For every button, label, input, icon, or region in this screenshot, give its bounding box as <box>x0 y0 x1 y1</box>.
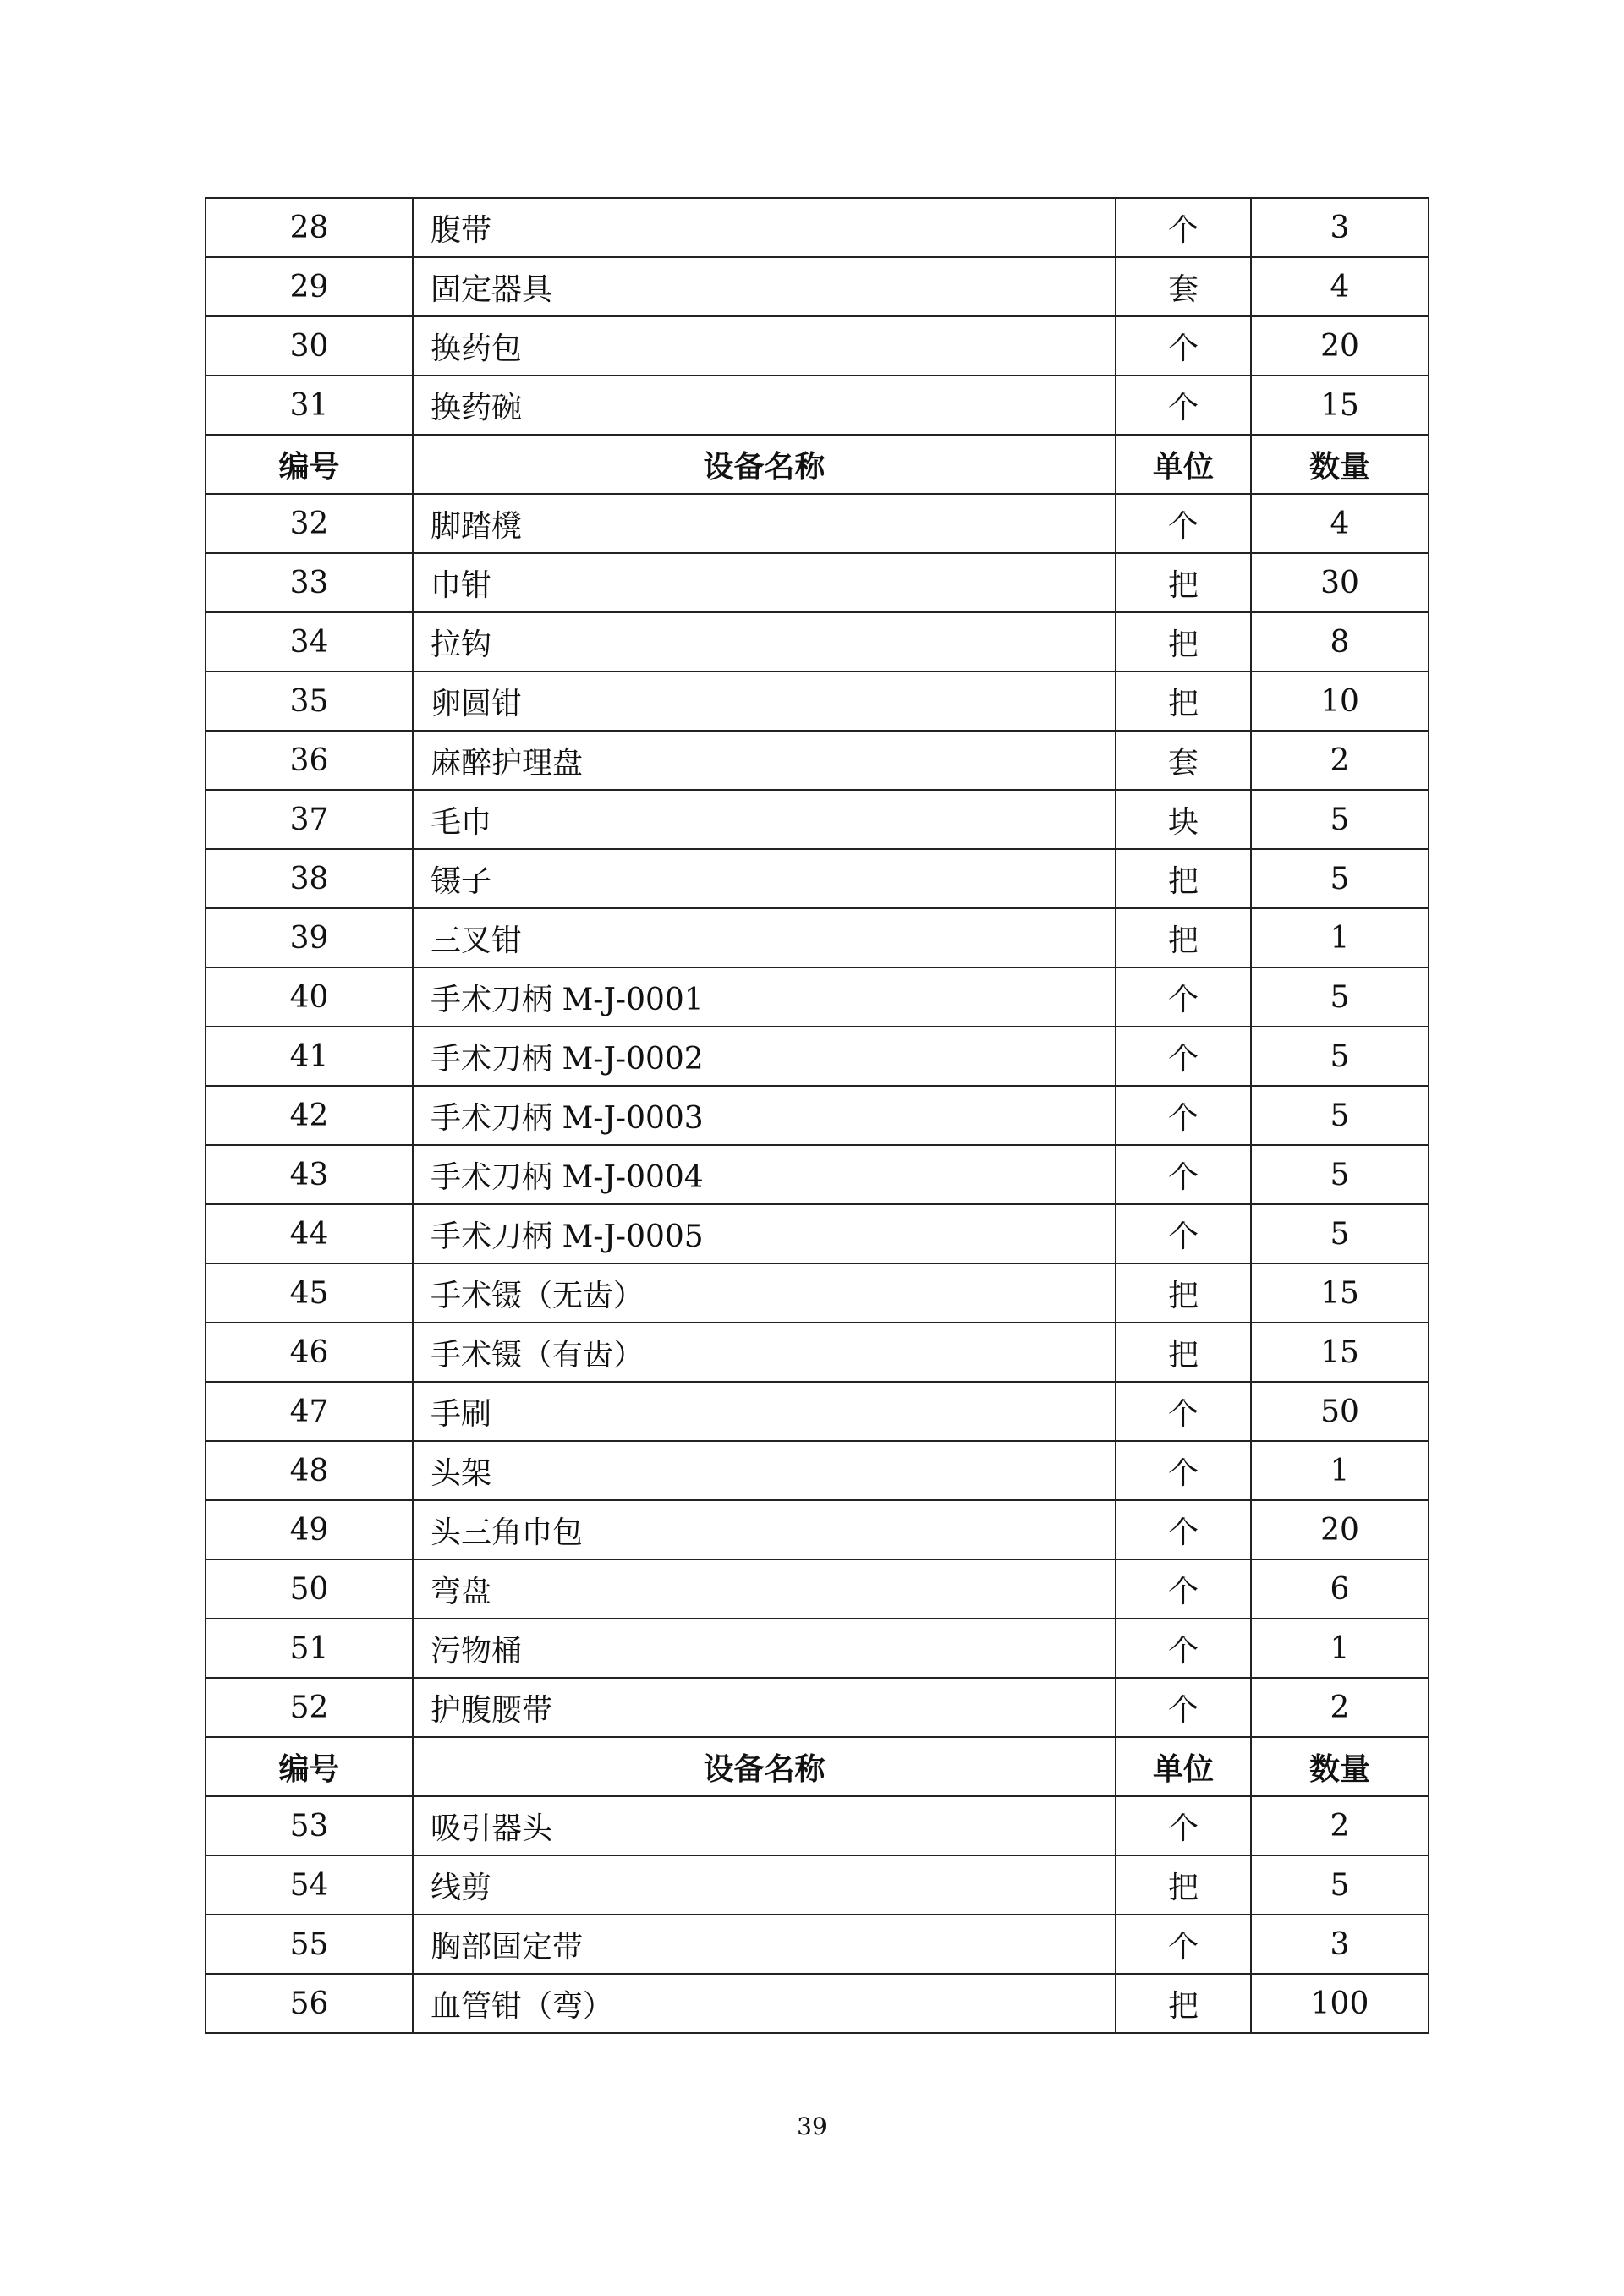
cell-number: 33 <box>206 553 413 612</box>
cell-name: 手术刀柄 M-J-0004 <box>413 1145 1116 1204</box>
cell-name: 换药包 <box>413 316 1116 375</box>
cell-unit: 把 <box>1116 1263 1251 1323</box>
cell-name: 巾钳 <box>413 553 1116 612</box>
table-row <box>206 1619 1429 1678</box>
cell-number: 40 <box>206 967 413 1027</box>
cell-quantity: 5 <box>1251 1145 1429 1204</box>
cell-name: 头三角巾包 <box>413 1500 1116 1559</box>
cell-quantity: 5 <box>1251 790 1429 849</box>
cell-number: 46 <box>206 1323 413 1382</box>
table-row <box>206 1263 1429 1323</box>
cell-name: 手术刀柄 M-J-0001 <box>413 967 1116 1027</box>
cell-unit: 个 <box>1116 967 1251 1027</box>
cell-quantity: 3 <box>1251 198 1429 257</box>
cell-name: 麻醉护理盘 <box>413 731 1116 790</box>
cell-quantity: 100 <box>1251 1974 1429 2033</box>
cell-quantity: 数量 <box>1251 435 1429 494</box>
cell-quantity: 5 <box>1251 1855 1429 1915</box>
cell-quantity: 5 <box>1251 1027 1429 1086</box>
cell-unit: 个 <box>1116 1027 1251 1086</box>
table-row <box>206 494 1429 553</box>
cell-name: 脚踏櫈 <box>413 494 1116 553</box>
cell-unit: 个 <box>1116 375 1251 435</box>
cell-name: 换药碗 <box>413 375 1116 435</box>
cell-name: 三叉钳 <box>413 908 1116 967</box>
table-row <box>206 849 1429 908</box>
cell-name: 手术镊（有齿） <box>413 1323 1116 1382</box>
cell-unit: 个 <box>1116 1619 1251 1678</box>
cell-name: 线剪 <box>413 1855 1116 1915</box>
cell-number: 44 <box>206 1204 413 1263</box>
cell-quantity: 2 <box>1251 1678 1429 1737</box>
cell-quantity: 6 <box>1251 1559 1429 1619</box>
table-row <box>206 316 1429 375</box>
page-number: 39 <box>797 2112 827 2140</box>
table-row <box>206 1559 1429 1619</box>
cell-unit: 个 <box>1116 316 1251 375</box>
table-row <box>206 1382 1429 1441</box>
cell-unit: 把 <box>1116 1974 1251 2033</box>
cell-name: 污物桶 <box>413 1619 1116 1678</box>
cell-name: 手术镊（无齿） <box>413 1263 1116 1323</box>
cell-quantity: 20 <box>1251 1500 1429 1559</box>
cell-quantity: 2 <box>1251 731 1429 790</box>
cell-quantity: 5 <box>1251 849 1429 908</box>
cell-quantity: 3 <box>1251 1915 1429 1974</box>
table-header-row <box>206 435 1429 494</box>
cell-unit: 把 <box>1116 671 1251 731</box>
cell-number: 编号 <box>206 1737 413 1796</box>
cell-unit: 个 <box>1116 1559 1251 1619</box>
cell-number: 48 <box>206 1441 413 1500</box>
cell-name: 设备名称 <box>413 435 1116 494</box>
cell-quantity: 5 <box>1251 1204 1429 1263</box>
cell-quantity: 2 <box>1251 1796 1429 1855</box>
cell-number: 53 <box>206 1796 413 1855</box>
cell-name: 头架 <box>413 1441 1116 1500</box>
cell-name: 手刷 <box>413 1382 1116 1441</box>
cell-unit: 个 <box>1116 198 1251 257</box>
cell-quantity: 50 <box>1251 1382 1429 1441</box>
cell-name: 吸引器头 <box>413 1796 1116 1855</box>
cell-unit: 个 <box>1116 1382 1251 1441</box>
cell-number: 28 <box>206 198 413 257</box>
cell-name: 腹带 <box>413 198 1116 257</box>
cell-name: 血管钳（弯） <box>413 1974 1116 2033</box>
cell-quantity: 5 <box>1251 967 1429 1027</box>
cell-number: 51 <box>206 1619 413 1678</box>
cell-unit: 个 <box>1116 494 1251 553</box>
table-row <box>206 1027 1429 1086</box>
cell-number: 29 <box>206 257 413 316</box>
cell-quantity: 20 <box>1251 316 1429 375</box>
cell-unit: 套 <box>1116 731 1251 790</box>
equipment-table-body <box>206 198 1429 2033</box>
cell-quantity: 数量 <box>1251 1737 1429 1796</box>
cell-name: 护腹腰带 <box>413 1678 1116 1737</box>
cell-number: 52 <box>206 1678 413 1737</box>
table-row <box>206 1915 1429 1974</box>
cell-number: 32 <box>206 494 413 553</box>
cell-quantity: 4 <box>1251 494 1429 553</box>
table-row <box>206 1441 1429 1500</box>
table-row <box>206 1974 1429 2033</box>
table-row <box>206 1204 1429 1263</box>
table-row <box>206 198 1429 257</box>
equipment-table <box>205 197 1429 2034</box>
cell-number: 43 <box>206 1145 413 1204</box>
table-row <box>206 612 1429 671</box>
cell-unit: 把 <box>1116 849 1251 908</box>
cell-quantity: 1 <box>1251 1441 1429 1500</box>
table-row <box>206 257 1429 316</box>
cell-quantity: 10 <box>1251 671 1429 731</box>
cell-number: 47 <box>206 1382 413 1441</box>
cell-unit: 个 <box>1116 1086 1251 1145</box>
table-row <box>206 1678 1429 1737</box>
cell-unit: 把 <box>1116 612 1251 671</box>
cell-unit: 单位 <box>1116 435 1251 494</box>
cell-number: 45 <box>206 1263 413 1323</box>
cell-unit: 个 <box>1116 1441 1251 1500</box>
cell-number: 36 <box>206 731 413 790</box>
cell-quantity: 5 <box>1251 1086 1429 1145</box>
table-row <box>206 908 1429 967</box>
cell-unit: 个 <box>1116 1796 1251 1855</box>
cell-number: 42 <box>206 1086 413 1145</box>
cell-unit: 个 <box>1116 1915 1251 1974</box>
cell-number: 编号 <box>206 435 413 494</box>
cell-unit: 把 <box>1116 908 1251 967</box>
table-row <box>206 1796 1429 1855</box>
table-row <box>206 1086 1429 1145</box>
cell-number: 35 <box>206 671 413 731</box>
cell-quantity: 15 <box>1251 1323 1429 1382</box>
cell-name: 胸部固定带 <box>413 1915 1116 1974</box>
cell-quantity: 30 <box>1251 553 1429 612</box>
table-row <box>206 553 1429 612</box>
cell-number: 50 <box>206 1559 413 1619</box>
cell-number: 34 <box>206 612 413 671</box>
cell-name: 手术刀柄 M-J-0005 <box>413 1204 1116 1263</box>
cell-quantity: 1 <box>1251 908 1429 967</box>
cell-quantity: 4 <box>1251 257 1429 316</box>
cell-name: 弯盘 <box>413 1559 1116 1619</box>
cell-number: 38 <box>206 849 413 908</box>
cell-number: 37 <box>206 790 413 849</box>
cell-number: 41 <box>206 1027 413 1086</box>
cell-name: 固定器具 <box>413 257 1116 316</box>
cell-quantity: 8 <box>1251 612 1429 671</box>
cell-quantity: 15 <box>1251 1263 1429 1323</box>
cell-unit: 个 <box>1116 1500 1251 1559</box>
table-row <box>206 1500 1429 1559</box>
cell-unit: 把 <box>1116 1855 1251 1915</box>
cell-name: 手术刀柄 M-J-0002 <box>413 1027 1116 1086</box>
table-row <box>206 1145 1429 1204</box>
cell-name: 毛巾 <box>413 790 1116 849</box>
table-row <box>206 375 1429 435</box>
table-row <box>206 790 1429 849</box>
table-row <box>206 1855 1429 1915</box>
cell-number: 56 <box>206 1974 413 2033</box>
table-header-row <box>206 1737 1429 1796</box>
cell-unit: 个 <box>1116 1204 1251 1263</box>
cell-unit: 把 <box>1116 553 1251 612</box>
cell-name: 设备名称 <box>413 1737 1116 1796</box>
table-row <box>206 671 1429 731</box>
cell-name: 拉钩 <box>413 612 1116 671</box>
cell-quantity: 1 <box>1251 1619 1429 1678</box>
cell-name: 镊子 <box>413 849 1116 908</box>
cell-unit: 块 <box>1116 790 1251 849</box>
cell-number: 39 <box>206 908 413 967</box>
cell-unit: 个 <box>1116 1678 1251 1737</box>
cell-unit: 单位 <box>1116 1737 1251 1796</box>
cell-name: 卵圆钳 <box>413 671 1116 731</box>
cell-name: 手术刀柄 M-J-0003 <box>413 1086 1116 1145</box>
cell-number: 55 <box>206 1915 413 1974</box>
cell-number: 49 <box>206 1500 413 1559</box>
table-row <box>206 1323 1429 1382</box>
cell-number: 30 <box>206 316 413 375</box>
cell-quantity: 15 <box>1251 375 1429 435</box>
cell-unit: 个 <box>1116 1145 1251 1204</box>
cell-number: 54 <box>206 1855 413 1915</box>
cell-unit: 套 <box>1116 257 1251 316</box>
cell-number: 31 <box>206 375 413 435</box>
table-row <box>206 967 1429 1027</box>
cell-unit: 把 <box>1116 1323 1251 1382</box>
table-row <box>206 731 1429 790</box>
